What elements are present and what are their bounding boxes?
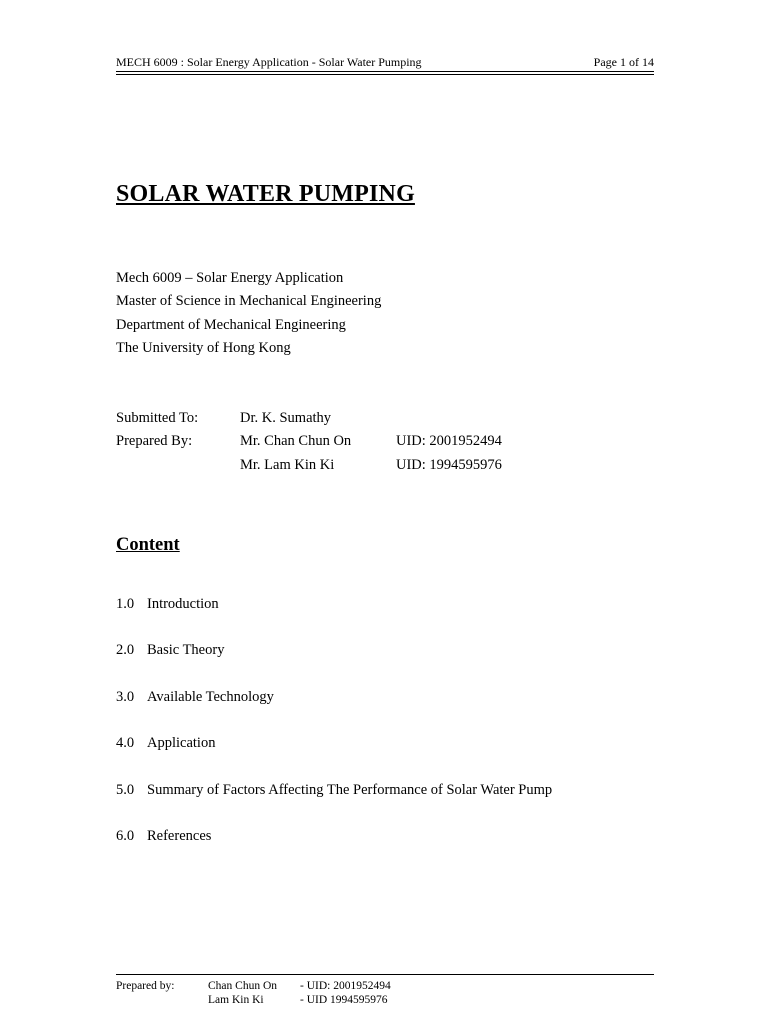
table-of-contents (116, 594, 656, 872)
toc-label: Application (147, 735, 216, 752)
header-course-title: MECH 6009 : Solar Energy Application - Solar Water Pumping (116, 55, 422, 69)
header-rule-double (116, 74, 654, 75)
footer-uid: - UID: 2001952494 (300, 980, 391, 992)
toc-label: Available Technology (147, 688, 274, 705)
toc-label: Summary of Factors Affecting The Performance of Solar Water Pump (147, 781, 553, 798)
header-page-number: Page 1 of 14 (593, 55, 654, 69)
prepared-by-label: Prepared By: (116, 433, 193, 450)
footer-uid: - UID 1994595976 (300, 994, 388, 1006)
author-name: Mr. Lam Kin Ki (240, 456, 335, 473)
toc-item (116, 640, 656, 686)
footer-name: Lam Kin Ki (208, 994, 264, 1006)
submitted-to-name: Dr. K. Sumathy (240, 410, 332, 426)
toc-number: 6.0 (116, 827, 135, 844)
footer-row (116, 993, 516, 1007)
affiliation-block (116, 268, 381, 361)
toc-item (116, 733, 656, 779)
document-title: SOLAR WATER PUMPING (116, 181, 415, 207)
toc-number: 5.0 (116, 781, 135, 798)
author-uid: UID: 1994595976 (396, 456, 502, 473)
page-header (116, 55, 654, 70)
affiliation-course: Mech 6009 – Solar Energy Application (116, 270, 344, 286)
toc-label: References (147, 827, 212, 844)
page-footer (116, 979, 516, 1007)
affiliation-university: The University of Hong Kong (116, 339, 291, 356)
toc-label: Introduction (147, 596, 219, 612)
footer-label: Prepared by: (116, 980, 175, 992)
toc-number: 2.0 (116, 642, 135, 659)
submission-block (116, 408, 616, 478)
submitted-to-label: Submitted To: (116, 410, 199, 426)
toc-number: 3.0 (116, 688, 135, 705)
toc-number: 1.0 (116, 596, 135, 612)
content-heading: Content (116, 535, 180, 555)
toc-label: Basic Theory (147, 642, 225, 659)
toc-item (116, 687, 656, 733)
toc-number: 4.0 (116, 735, 135, 752)
submitted-to-row (116, 408, 616, 431)
affiliation-program: Master of Science in Mechanical Engineering (116, 293, 382, 310)
affiliation-department: Department of Mechanical Engineering (116, 316, 346, 333)
toc-item (116, 826, 656, 872)
footer-name: Chan Chun On (208, 980, 277, 992)
header-rule (116, 71, 654, 72)
author-name: Mr. Chan Chun On (240, 433, 352, 450)
footer-row (116, 979, 516, 993)
prepared-by-row-2 (116, 455, 616, 478)
author-uid: UID: 2001952494 (396, 433, 502, 450)
footer-rule (116, 974, 654, 975)
toc-item (116, 594, 656, 640)
toc-item (116, 780, 656, 826)
prepared-by-row (116, 431, 616, 454)
